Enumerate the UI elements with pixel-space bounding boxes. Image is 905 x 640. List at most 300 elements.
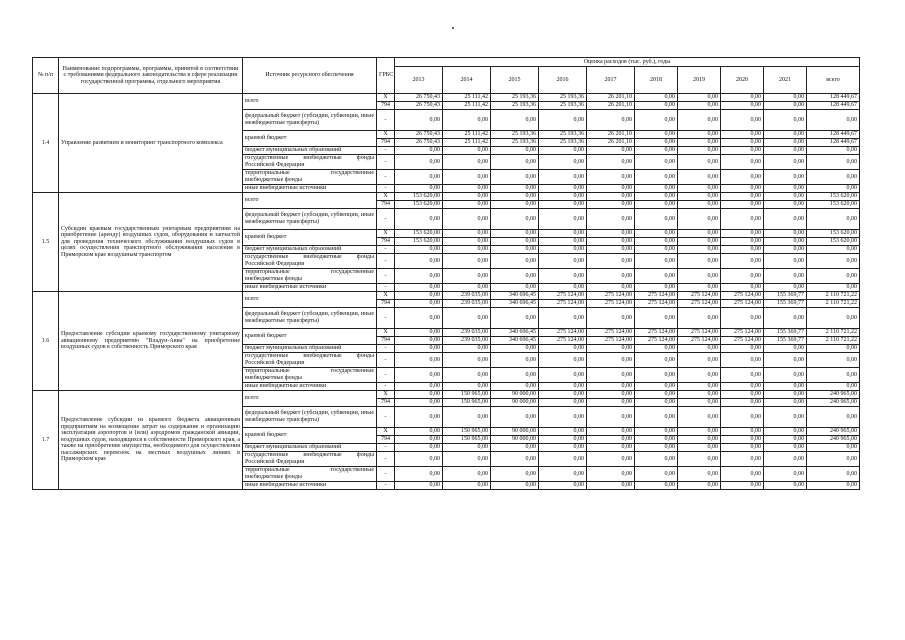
year-value: 0,00 bbox=[587, 345, 635, 353]
total-value: 240 965,00 bbox=[807, 428, 860, 436]
year-value: 0,00 bbox=[721, 391, 764, 399]
year-value: 0,00 bbox=[443, 284, 491, 292]
year-value: 0,00 bbox=[721, 368, 764, 383]
year-value: 0,00 bbox=[395, 345, 443, 353]
year-value: 275 124,00 bbox=[721, 337, 764, 345]
col-name-header: Наименование подпрограммы, программы, принятой в соответствии с требованиями федерального законодательства в сфере реализации государственной программы, отдельного мероприятия bbox=[59, 58, 243, 94]
year-value: 0,00 bbox=[443, 308, 491, 329]
year-value: 0,00 bbox=[395, 300, 443, 308]
year-value: 0,00 bbox=[721, 444, 764, 452]
year-value: 0,00 bbox=[635, 139, 678, 147]
year-value: 0,00 bbox=[587, 246, 635, 254]
year-value: 275 124,00 bbox=[587, 292, 635, 300]
year-value: 0,00 bbox=[539, 170, 587, 185]
year-value: 0,00 bbox=[443, 254, 491, 269]
year-value: 0,00 bbox=[395, 110, 443, 131]
year-value: 0,00 bbox=[539, 254, 587, 269]
year-value: 0,00 bbox=[539, 201, 587, 209]
year-value: 25 193,36 bbox=[491, 102, 539, 110]
year-value: 0,00 bbox=[491, 238, 539, 246]
year-value: 0,00 bbox=[539, 284, 587, 292]
year-value: 0,00 bbox=[635, 193, 678, 201]
total-value: 2 110 721,22 bbox=[807, 292, 860, 300]
year-value: 0,00 bbox=[764, 399, 807, 407]
year-value: 275 124,00 bbox=[678, 300, 721, 308]
total-value: 0,00 bbox=[807, 246, 860, 254]
year-value: 0,00 bbox=[491, 155, 539, 170]
funding-source: иные внебюджетные источники bbox=[243, 185, 377, 193]
year-value: 0,00 bbox=[721, 185, 764, 193]
funding-source: краевой бюджет bbox=[243, 230, 377, 246]
year-value: 0,00 bbox=[764, 131, 807, 139]
year-value: 0,00 bbox=[764, 407, 807, 428]
col-no-header: № п/п bbox=[33, 58, 59, 94]
year-value: 0,00 bbox=[395, 383, 443, 391]
year-value: 0,00 bbox=[635, 407, 678, 428]
funding-source: иные внебюджетные источники bbox=[243, 482, 377, 490]
year-value: 0,00 bbox=[491, 147, 539, 155]
year-value: 0,00 bbox=[395, 155, 443, 170]
year-value: 0,00 bbox=[764, 391, 807, 399]
year-value: 0,00 bbox=[443, 185, 491, 193]
year-value: 25 111,42 bbox=[443, 94, 491, 102]
year-value: 0,00 bbox=[678, 284, 721, 292]
year-value: 0,00 bbox=[635, 368, 678, 383]
year-value: 0,00 bbox=[491, 444, 539, 452]
year-value: 0,00 bbox=[395, 391, 443, 399]
grbs-code: - bbox=[377, 185, 395, 193]
year-value: 0,00 bbox=[491, 308, 539, 329]
funding-source: всего bbox=[243, 94, 377, 110]
total-value: 0,00 bbox=[807, 185, 860, 193]
year-value: 0,00 bbox=[587, 230, 635, 238]
year-value: 0,00 bbox=[587, 193, 635, 201]
col-source-header: Источник ресурсного обеспечения bbox=[243, 58, 377, 94]
year-value: 0,00 bbox=[678, 467, 721, 482]
year-value: 26 201,10 bbox=[587, 131, 635, 139]
year-value: 0,00 bbox=[721, 102, 764, 110]
grbs-code: - bbox=[377, 383, 395, 391]
grbs-code: Х bbox=[377, 428, 395, 436]
year-value: 0,00 bbox=[491, 482, 539, 490]
grbs-code: - bbox=[377, 444, 395, 452]
funding-source: всего bbox=[243, 391, 377, 407]
header-row bbox=[33, 58, 860, 67]
year-value: 0,00 bbox=[395, 436, 443, 444]
year-value: 0,00 bbox=[678, 254, 721, 269]
year-value: 0,00 bbox=[721, 209, 764, 230]
total-value: 0,00 bbox=[807, 284, 860, 292]
year-value: 275 124,00 bbox=[539, 292, 587, 300]
year-value: 0,00 bbox=[678, 482, 721, 490]
year-value: 275 124,00 bbox=[721, 292, 764, 300]
total-value: 0,00 bbox=[807, 482, 860, 490]
year-value: 0,00 bbox=[721, 436, 764, 444]
grbs-code: 794 bbox=[377, 436, 395, 444]
grbs-code: - bbox=[377, 452, 395, 467]
funding-source: государственные внебюджетные фонды Российской Федерации bbox=[243, 353, 377, 368]
year-value: 155 369,77 bbox=[764, 329, 807, 337]
year-value: 0,00 bbox=[443, 353, 491, 368]
year-value: 0,00 bbox=[443, 147, 491, 155]
year-value: 0,00 bbox=[395, 444, 443, 452]
total-value: 0,00 bbox=[807, 254, 860, 269]
year-value: 0,00 bbox=[539, 147, 587, 155]
year-value: 0,00 bbox=[443, 246, 491, 254]
year-value: 0,00 bbox=[587, 185, 635, 193]
year-value: 0,00 bbox=[764, 269, 807, 284]
year-value: 275 124,00 bbox=[539, 300, 587, 308]
grbs-code: Х bbox=[377, 329, 395, 337]
year-value: 0,00 bbox=[721, 482, 764, 490]
year-value: 0,00 bbox=[678, 399, 721, 407]
year-value: 0,00 bbox=[764, 246, 807, 254]
year-value: 155 369,77 bbox=[764, 300, 807, 308]
year-value: 0,00 bbox=[395, 284, 443, 292]
year-value: 0,00 bbox=[635, 269, 678, 284]
year-value: 0,00 bbox=[539, 452, 587, 467]
year-value: 0,00 bbox=[395, 407, 443, 428]
year-value: 0,00 bbox=[395, 185, 443, 193]
year-value: 0,00 bbox=[635, 444, 678, 452]
table-row bbox=[33, 292, 860, 300]
year-value: 0,00 bbox=[721, 131, 764, 139]
year-value: 0,00 bbox=[443, 201, 491, 209]
year-value: 0,00 bbox=[587, 353, 635, 368]
year-value: 0,00 bbox=[678, 383, 721, 391]
funding-source: территориальные государственные внебюджетные фонды bbox=[243, 368, 377, 383]
year-value: 0,00 bbox=[491, 230, 539, 238]
year-value: 0,00 bbox=[491, 467, 539, 482]
grbs-code: - bbox=[377, 147, 395, 155]
year-header: 2013 bbox=[395, 67, 443, 94]
year-value: 0,00 bbox=[587, 391, 635, 399]
year-value: 0,00 bbox=[587, 399, 635, 407]
grbs-code: - bbox=[377, 246, 395, 254]
year-value: 0,00 bbox=[491, 345, 539, 353]
year-value: 0,00 bbox=[635, 246, 678, 254]
total-value: 2 110 721,22 bbox=[807, 300, 860, 308]
year-value: 0,00 bbox=[491, 209, 539, 230]
year-value: 0,00 bbox=[395, 452, 443, 467]
year-value: 275 124,00 bbox=[678, 329, 721, 337]
year-value: 0,00 bbox=[678, 345, 721, 353]
year-value: 0,00 bbox=[635, 131, 678, 139]
year-value: 90 000,00 bbox=[491, 391, 539, 399]
year-value: 0,00 bbox=[539, 269, 587, 284]
year-value: 0,00 bbox=[678, 94, 721, 102]
year-header: 2017 bbox=[587, 67, 635, 94]
year-header: 2014 bbox=[443, 67, 491, 94]
grbs-code: - bbox=[377, 308, 395, 329]
year-value: 0,00 bbox=[678, 193, 721, 201]
total-value: 128 449,67 bbox=[807, 139, 860, 147]
year-value: 0,00 bbox=[395, 337, 443, 345]
year-value: 0,00 bbox=[635, 345, 678, 353]
grbs-code: - bbox=[377, 353, 395, 368]
table-row bbox=[33, 391, 860, 399]
year-value: 0,00 bbox=[764, 444, 807, 452]
year-value: 0,00 bbox=[764, 201, 807, 209]
grbs-code: 794 bbox=[377, 399, 395, 407]
year-value: 25 193,36 bbox=[539, 94, 587, 102]
total-value: 128 449,67 bbox=[807, 94, 860, 102]
year-value: 0,00 bbox=[635, 147, 678, 155]
year-value: 0,00 bbox=[395, 209, 443, 230]
year-value: 0,00 bbox=[395, 147, 443, 155]
grbs-code: - bbox=[377, 368, 395, 383]
year-value: 0,00 bbox=[764, 436, 807, 444]
year-value: 0,00 bbox=[395, 292, 443, 300]
year-header: 2016 bbox=[539, 67, 587, 94]
year-value: 0,00 bbox=[539, 444, 587, 452]
year-value: 25 193,36 bbox=[539, 131, 587, 139]
year-value: 0,00 bbox=[539, 238, 587, 246]
grbs-code: Х bbox=[377, 292, 395, 300]
funding-source: федеральный бюджет (субсидии, субвенции, иные межбюджетные трансферты) bbox=[243, 308, 377, 329]
item-name: Управление развитием и мониторинг транспортного комплекса bbox=[59, 94, 243, 193]
year-value: 26 201,10 bbox=[587, 102, 635, 110]
year-value: 0,00 bbox=[721, 467, 764, 482]
year-value: 26 750,43 bbox=[395, 131, 443, 139]
year-value: 275 124,00 bbox=[721, 300, 764, 308]
year-value: 0,00 bbox=[721, 230, 764, 238]
year-value: 0,00 bbox=[587, 254, 635, 269]
year-value: 0,00 bbox=[443, 269, 491, 284]
year-value: 0,00 bbox=[764, 139, 807, 147]
year-value: 0,00 bbox=[721, 147, 764, 155]
year-value: 0,00 bbox=[539, 353, 587, 368]
year-value: 0,00 bbox=[764, 467, 807, 482]
year-value: 0,00 bbox=[395, 428, 443, 436]
funding-source: бюджет муниципальных образований bbox=[243, 147, 377, 155]
year-value: 0,00 bbox=[678, 238, 721, 246]
grbs-code: Х bbox=[377, 131, 395, 139]
year-value: 0,00 bbox=[635, 254, 678, 269]
year-value: 0,00 bbox=[635, 110, 678, 131]
year-value: 340 696,45 bbox=[491, 337, 539, 345]
funding-source: государственные внебюджетные фонды Российской Федерации bbox=[243, 155, 377, 170]
year-value: 0,00 bbox=[764, 230, 807, 238]
year-header: 2020 bbox=[721, 67, 764, 94]
year-value: 90 000,00 bbox=[491, 436, 539, 444]
year-value: 150 965,00 bbox=[443, 399, 491, 407]
year-value: 0,00 bbox=[491, 185, 539, 193]
year-value: 0,00 bbox=[395, 482, 443, 490]
year-value: 0,00 bbox=[539, 308, 587, 329]
year-value: 0,00 bbox=[721, 308, 764, 329]
year-value: 0,00 bbox=[678, 368, 721, 383]
year-value: 0,00 bbox=[764, 452, 807, 467]
year-value: 0,00 bbox=[678, 436, 721, 444]
year-value: 0,00 bbox=[443, 193, 491, 201]
year-value: 153 620,00 bbox=[395, 193, 443, 201]
year-value: 0,00 bbox=[587, 209, 635, 230]
year-value: 340 696,45 bbox=[491, 329, 539, 337]
item-number: 1.6 bbox=[33, 292, 59, 391]
year-value: 0,00 bbox=[491, 353, 539, 368]
year-value: 0,00 bbox=[491, 368, 539, 383]
grbs-code: - bbox=[377, 170, 395, 185]
year-value: 0,00 bbox=[491, 170, 539, 185]
year-value: 26 750,43 bbox=[395, 139, 443, 147]
year-value: 0,00 bbox=[443, 110, 491, 131]
year-value: 150 965,00 bbox=[443, 391, 491, 399]
grbs-code: - bbox=[377, 269, 395, 284]
year-value: 0,00 bbox=[491, 110, 539, 131]
year-value: 0,00 bbox=[678, 139, 721, 147]
year-value: 0,00 bbox=[539, 246, 587, 254]
year-value: 0,00 bbox=[721, 353, 764, 368]
total-value: 153 620,00 bbox=[807, 193, 860, 201]
year-value: 0,00 bbox=[587, 238, 635, 246]
funding-source: бюджет муниципальных образований bbox=[243, 444, 377, 452]
total-value: 153 620,00 bbox=[807, 230, 860, 238]
year-value: 0,00 bbox=[539, 185, 587, 193]
total-value: 240 965,00 bbox=[807, 391, 860, 399]
year-value: 0,00 bbox=[721, 399, 764, 407]
year-value: 0,00 bbox=[539, 230, 587, 238]
year-value: 0,00 bbox=[764, 238, 807, 246]
year-value: 25 111,42 bbox=[443, 131, 491, 139]
year-value: 0,00 bbox=[635, 94, 678, 102]
year-value: 0,00 bbox=[764, 110, 807, 131]
year-value: 0,00 bbox=[678, 428, 721, 436]
year-value: 25 193,36 bbox=[491, 131, 539, 139]
year-value: 275 124,00 bbox=[635, 329, 678, 337]
year-value: 0,00 bbox=[539, 399, 587, 407]
year-value: 0,00 bbox=[587, 155, 635, 170]
year-value: 0,00 bbox=[491, 407, 539, 428]
year-value: 0,00 bbox=[539, 155, 587, 170]
year-value: 0,00 bbox=[395, 353, 443, 368]
year-value: 0,00 bbox=[721, 94, 764, 102]
year-value: 153 620,00 bbox=[395, 238, 443, 246]
year-value: 0,00 bbox=[491, 284, 539, 292]
year-value: 0,00 bbox=[443, 345, 491, 353]
year-value: 0,00 bbox=[764, 482, 807, 490]
year-header: 2018 bbox=[635, 67, 678, 94]
year-value: 0,00 bbox=[764, 284, 807, 292]
funding-source: федеральный бюджет (субсидии, субвенции, иные межбюджетные трансферты) bbox=[243, 110, 377, 131]
year-value: 0,00 bbox=[443, 155, 491, 170]
year-value: 0,00 bbox=[635, 353, 678, 368]
year-value: 26 201,10 bbox=[587, 94, 635, 102]
year-header: 2015 bbox=[491, 67, 539, 94]
year-value: 0,00 bbox=[587, 308, 635, 329]
year-value: 0,00 bbox=[395, 467, 443, 482]
grbs-code: 794 bbox=[377, 300, 395, 308]
year-value: 0,00 bbox=[395, 329, 443, 337]
year-value: 0,00 bbox=[539, 436, 587, 444]
year-value: 0,00 bbox=[635, 308, 678, 329]
funding-source: иные внебюджетные источники bbox=[243, 284, 377, 292]
funding-source: всего bbox=[243, 193, 377, 209]
total-value: 240 965,00 bbox=[807, 436, 860, 444]
year-value: 0,00 bbox=[764, 170, 807, 185]
year-value: 275 124,00 bbox=[587, 300, 635, 308]
funding-source: территориальные государственные внебюджетные фонды bbox=[243, 269, 377, 284]
grbs-code: - bbox=[377, 155, 395, 170]
year-value: 239 035,00 bbox=[443, 292, 491, 300]
year-value: 0,00 bbox=[539, 368, 587, 383]
year-value: 0,00 bbox=[539, 209, 587, 230]
total-value: 0,00 bbox=[807, 467, 860, 482]
year-value: 0,00 bbox=[721, 269, 764, 284]
year-value: 0,00 bbox=[678, 147, 721, 155]
year-value: 0,00 bbox=[539, 407, 587, 428]
year-value: 0,00 bbox=[764, 368, 807, 383]
year-value: 0,00 bbox=[539, 467, 587, 482]
year-value: 25 111,42 bbox=[443, 139, 491, 147]
year-value: 340 696,45 bbox=[491, 292, 539, 300]
year-value: 150 965,00 bbox=[443, 436, 491, 444]
year-value: 0,00 bbox=[678, 308, 721, 329]
total-value: 0,00 bbox=[807, 345, 860, 353]
year-value: 0,00 bbox=[587, 201, 635, 209]
grbs-code: - bbox=[377, 345, 395, 353]
year-value: 0,00 bbox=[395, 308, 443, 329]
year-value: 0,00 bbox=[443, 452, 491, 467]
funding-source: краевой бюджет bbox=[243, 329, 377, 345]
funding-source: краевой бюджет bbox=[243, 131, 377, 147]
year-value: 0,00 bbox=[587, 284, 635, 292]
item-number: 1.4 bbox=[33, 94, 59, 193]
item-number: 1.5 bbox=[33, 193, 59, 292]
item-name: Предоставление субсидии краевому государственному унитарному авиационному предприятию "Владун-Авиа" на приобретение воздушных судов в собственность Приморского края bbox=[59, 292, 243, 391]
year-value: 0,00 bbox=[395, 269, 443, 284]
year-value: 0,00 bbox=[635, 185, 678, 193]
grbs-code: 794 bbox=[377, 201, 395, 209]
grbs-code: 794 bbox=[377, 238, 395, 246]
year-value: 26 750,43 bbox=[395, 102, 443, 110]
year-value: 275 124,00 bbox=[539, 329, 587, 337]
total-value: 0,00 bbox=[807, 269, 860, 284]
grbs-code: - bbox=[377, 482, 395, 490]
year-value: 0,00 bbox=[635, 209, 678, 230]
year-value: 0,00 bbox=[678, 407, 721, 428]
funding-source: федеральный бюджет (субсидии, субвенции, иные межбюджетные трансферты) bbox=[243, 209, 377, 230]
year-value: 275 124,00 bbox=[678, 292, 721, 300]
year-value: 90 000,00 bbox=[491, 399, 539, 407]
grbs-code: - bbox=[377, 254, 395, 269]
year-value: 239 035,00 bbox=[443, 337, 491, 345]
year-value: 275 124,00 bbox=[635, 337, 678, 345]
total-value: 0,00 bbox=[807, 170, 860, 185]
year-value: 0,00 bbox=[491, 269, 539, 284]
year-value: 0,00 bbox=[764, 155, 807, 170]
year-value: 0,00 bbox=[539, 428, 587, 436]
year-value: 0,00 bbox=[721, 110, 764, 131]
year-value: 0,00 bbox=[491, 201, 539, 209]
total-value: 0,00 bbox=[807, 308, 860, 329]
year-value: 0,00 bbox=[764, 428, 807, 436]
grbs-code: - bbox=[377, 110, 395, 131]
col-grbs-header: ГРБС bbox=[377, 58, 395, 94]
year-value: 0,00 bbox=[635, 467, 678, 482]
year-value: 0,00 bbox=[678, 246, 721, 254]
year-value: 0,00 bbox=[721, 238, 764, 246]
year-value: 0,00 bbox=[635, 391, 678, 399]
year-value: 239 035,00 bbox=[443, 329, 491, 337]
grbs-code: Х bbox=[377, 193, 395, 201]
grbs-code: Х bbox=[377, 391, 395, 399]
year-value: 0,00 bbox=[491, 246, 539, 254]
year-value: 25 193,36 bbox=[491, 139, 539, 147]
year-value: 275 124,00 bbox=[587, 337, 635, 345]
year-value: 155 369,77 bbox=[764, 337, 807, 345]
year-value: 340 696,45 bbox=[491, 300, 539, 308]
